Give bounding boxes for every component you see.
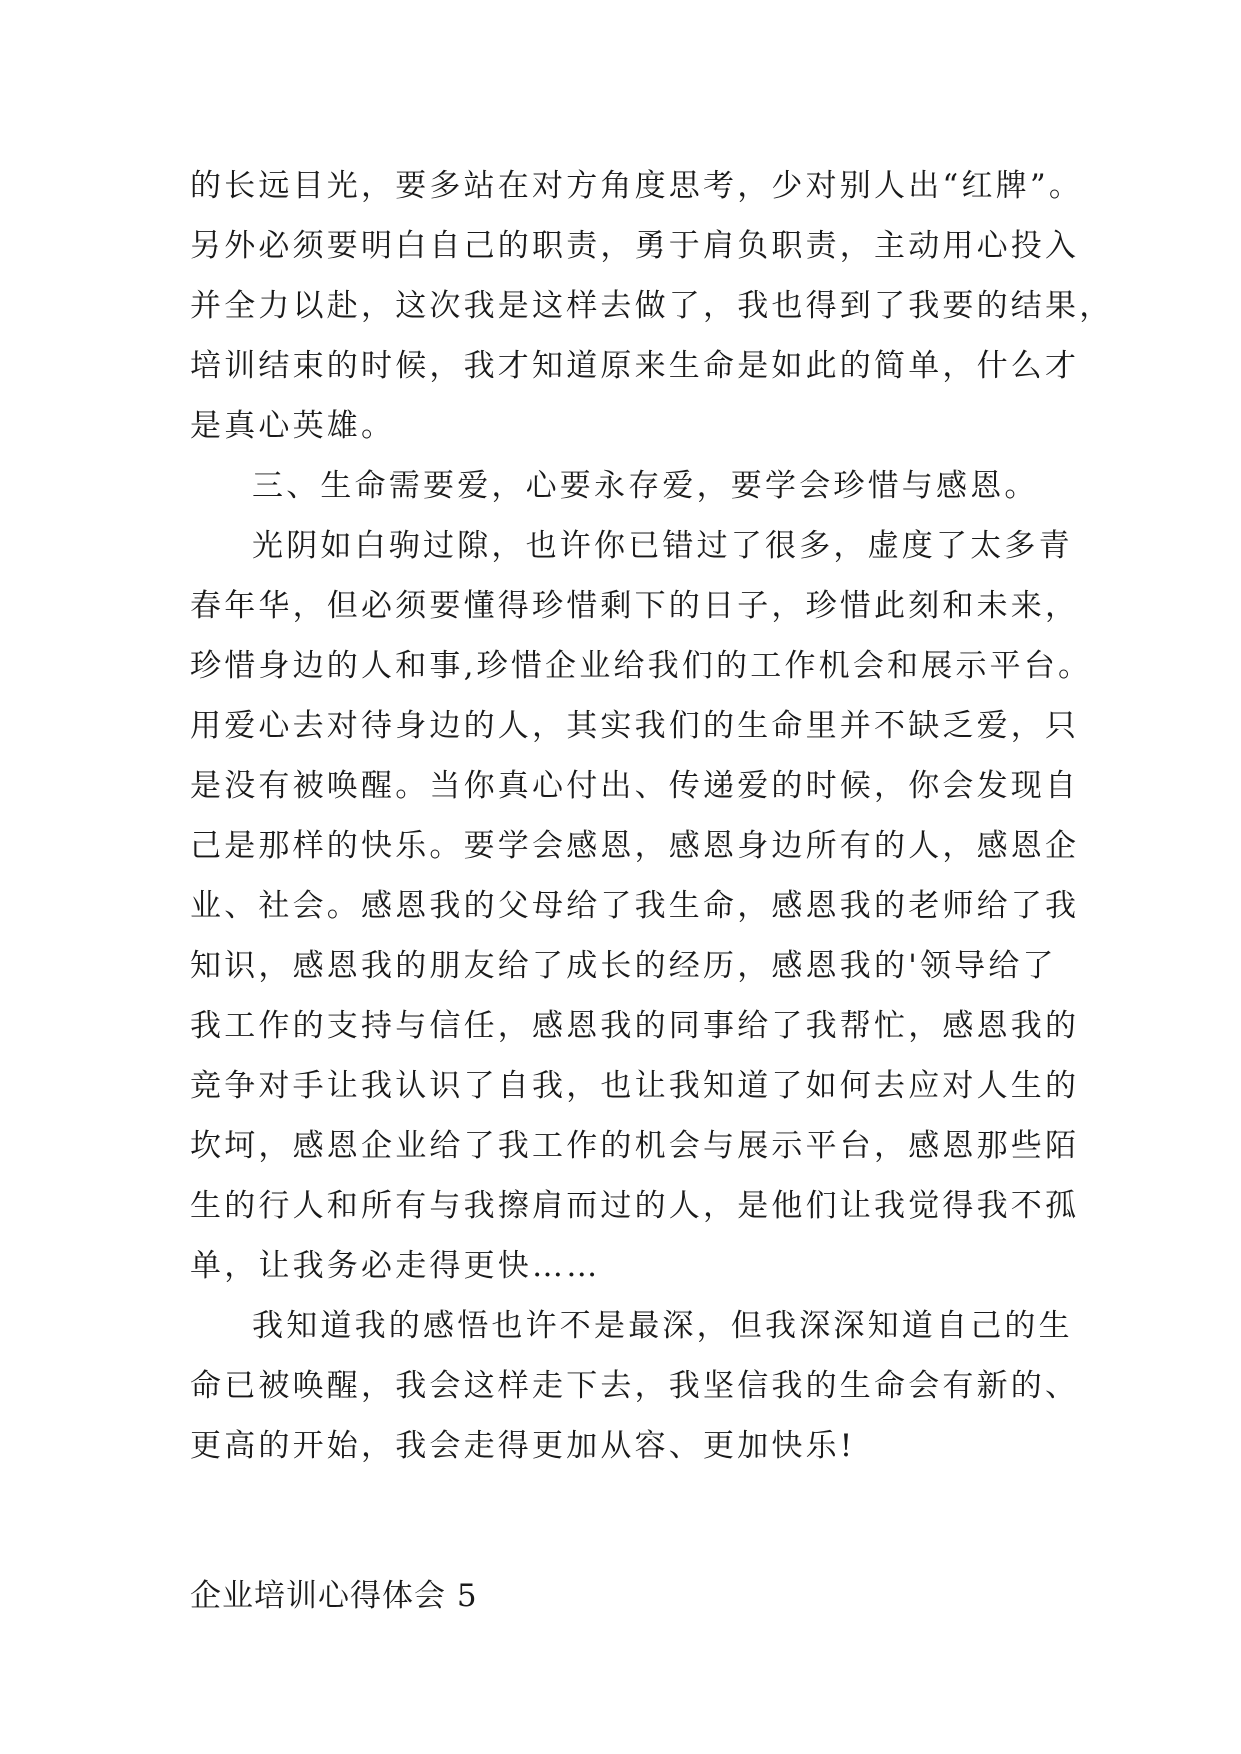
paragraph-line: 并全力以赴，这次我是这样去做了，我也得到了我要的结果， xyxy=(190,288,1114,324)
paragraph-line: 单，让我务必走得更快…… xyxy=(190,1248,601,1284)
paragraph-line: 己是那样的快乐。要学会感恩，感恩身边所有的人，感恩企 xyxy=(190,828,1080,864)
paragraph-line: 的长远目光，要多站在对方角度思考，少对别人出“红牌”。 xyxy=(190,168,1084,204)
paragraph-line: 坎坷，感恩企业给了我工作的机会与展示平台，感恩那些陌 xyxy=(190,1128,1080,1164)
paragraph-line: 知识，感恩我的朋友给了成长的经历，感恩我的'领导给了 xyxy=(190,948,1057,984)
paragraph-line: 竞争对手让我认识了自我，也让我知道了如何去应对人生的 xyxy=(190,1068,1080,1104)
section-heading: 企业培训心得体会 5 xyxy=(190,1578,478,1614)
paragraph-line: 更高的开始，我会走得更加从容、更加快乐! xyxy=(190,1428,856,1464)
paragraph-line: 我知道我的感悟也许不是最深，但我深深知道自己的生 xyxy=(252,1308,1073,1344)
paragraph-line: 生的行人和所有与我擦肩而过的人，是他们让我觉得我不孤 xyxy=(190,1188,1080,1224)
paragraph-line: 另外必须要明白自己的职责，勇于肩负职责，主动用心投入 xyxy=(190,228,1080,264)
paragraph-line: 培训结束的时候，我才知道原来生命是如此的简单，什么才 xyxy=(190,348,1080,384)
paragraph-line: 命已被唤醒，我会这样走下去，我坚信我的生命会有新的、 xyxy=(190,1368,1080,1404)
paragraph-line: 是没有被唤醒。当你真心付出、传递爱的时候，你会发现自 xyxy=(190,768,1080,804)
paragraph-line: 光阴如白驹过隙，也许你已错过了很多，虚度了太多青 xyxy=(252,528,1073,564)
paragraph-line: 春年华，但必须要懂得珍惜剩下的日子，珍惜此刻和未来， xyxy=(190,588,1080,624)
paragraph-line: 我工作的支持与信任，感恩我的同事给了我帮忙，感恩我的 xyxy=(190,1008,1080,1044)
section-subheading: 三、生命需要爱，心要永存爱，要学会珍惜与感恩。 xyxy=(252,468,1039,504)
paragraph-line: 珍惜身边的人和事,珍惜企业给我们的工作机会和展示平台。 xyxy=(190,648,1093,684)
paragraph-line: 业、社会。感恩我的父母给了我生命，感恩我的老师给了我 xyxy=(190,888,1080,924)
paragraph-line: 是真心英雄。 xyxy=(190,408,396,444)
paragraph-line: 用爱心去对待身边的人，其实我们的生命里并不缺乏爱，只 xyxy=(190,708,1080,744)
